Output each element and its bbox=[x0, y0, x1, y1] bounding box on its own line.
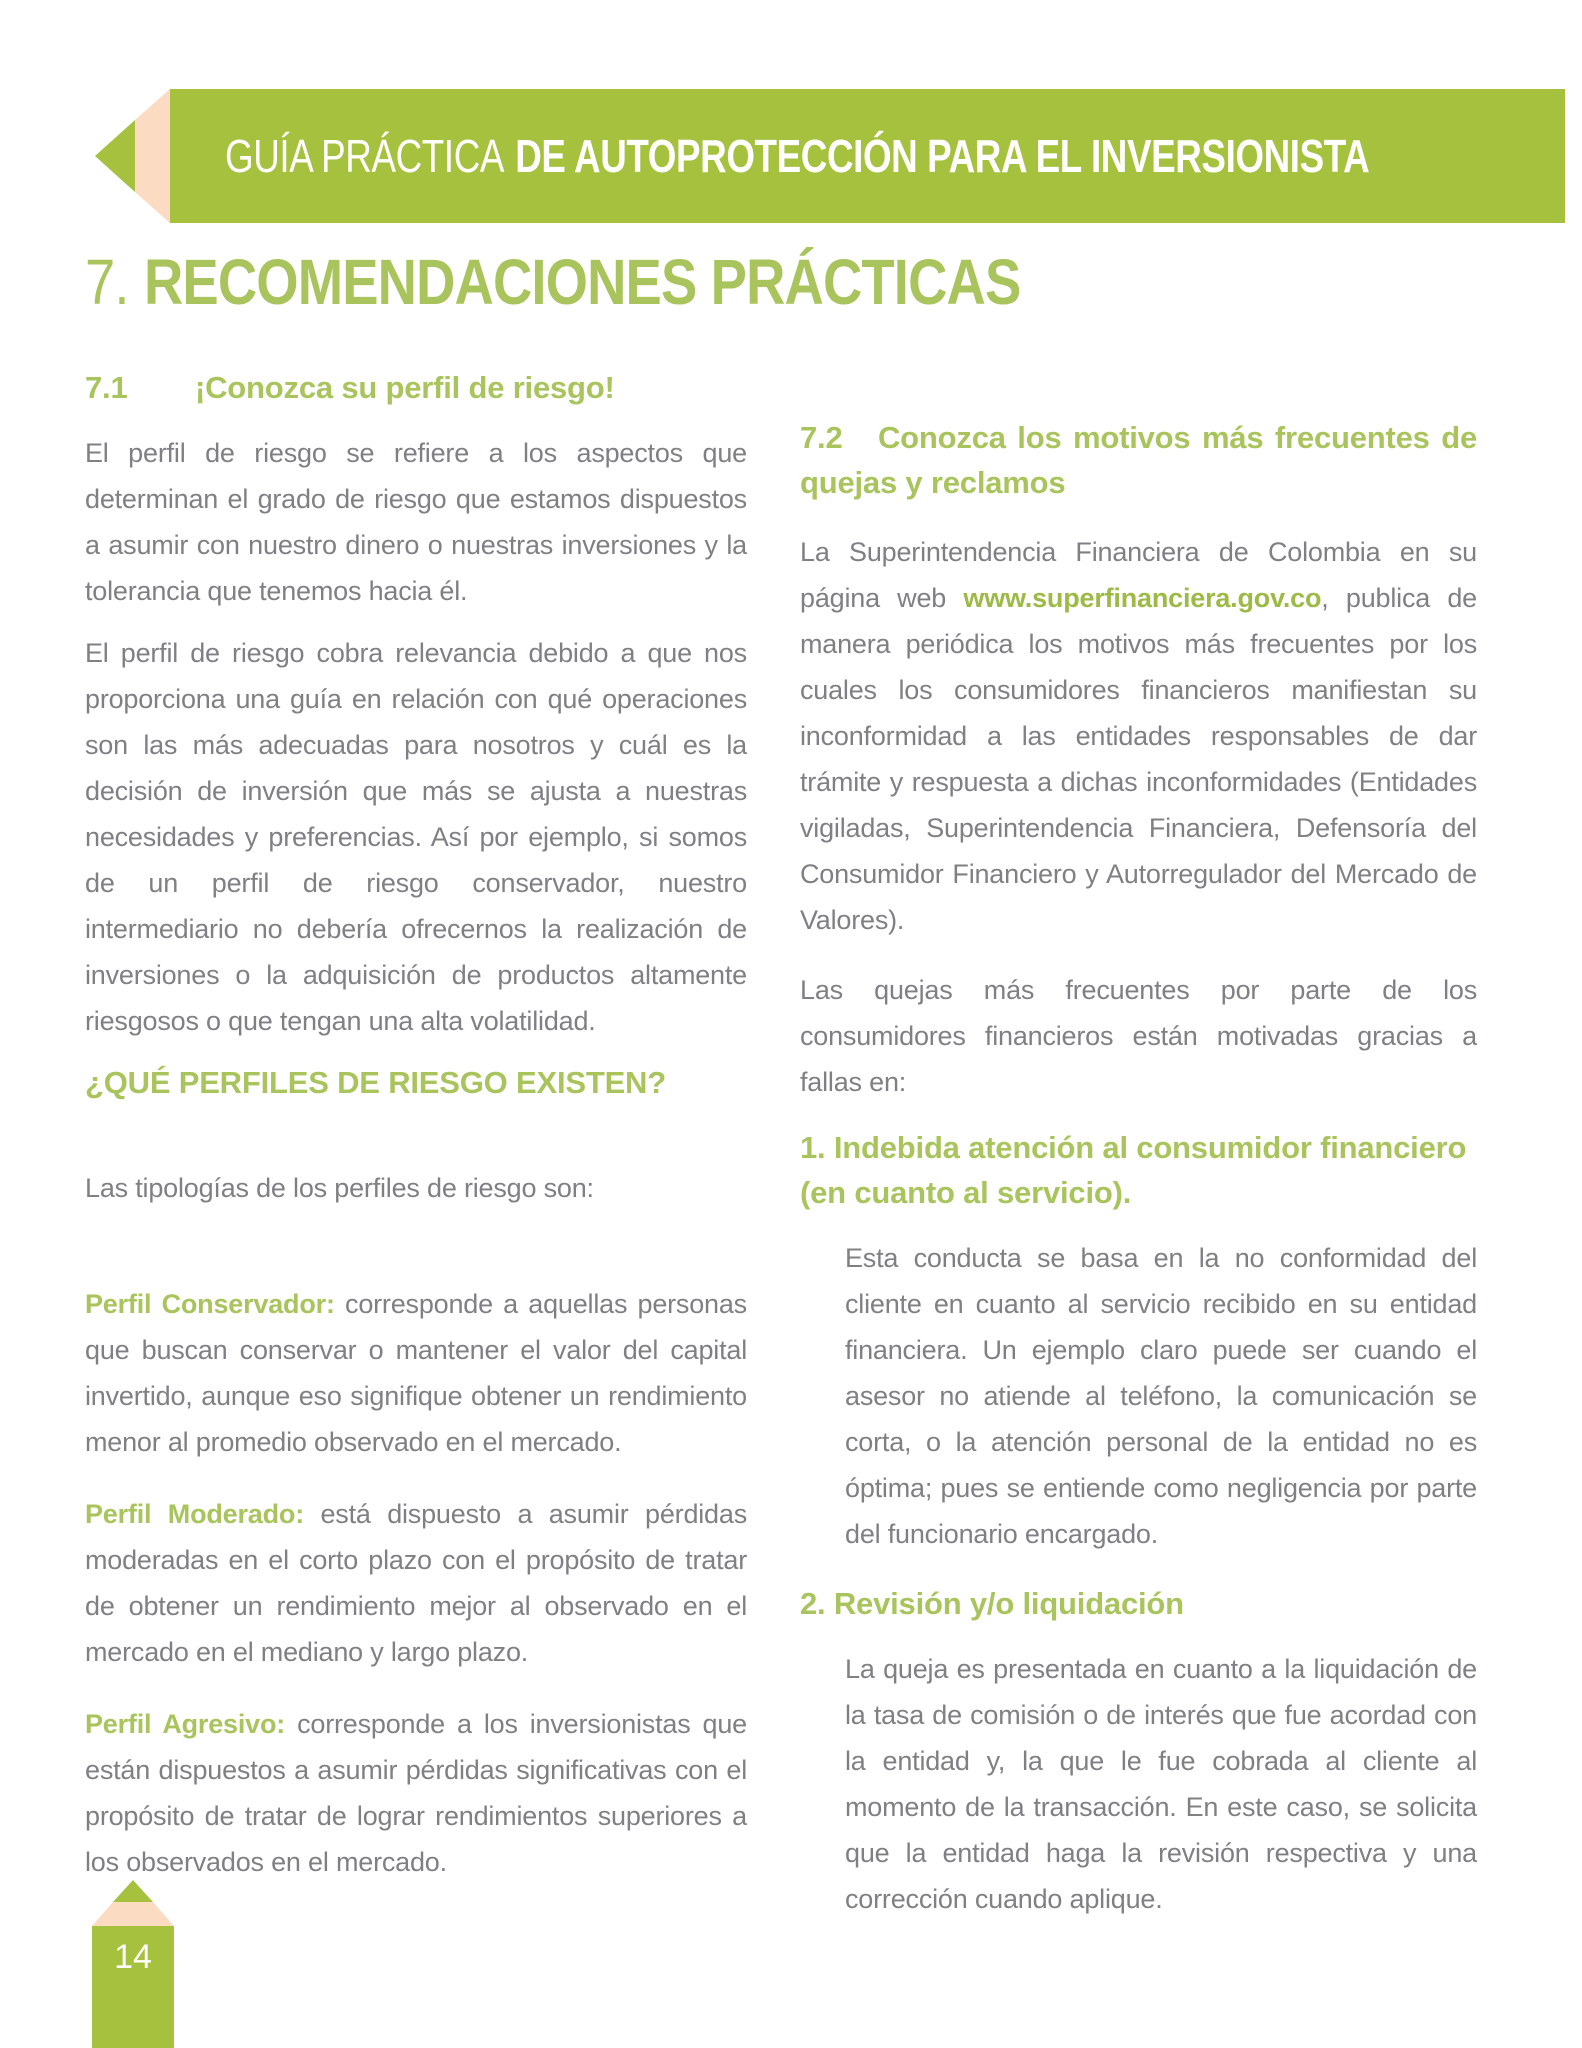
text-perfil-conservador: corresponde a aquellas personas que buscan conservar o mantener el valor del capital invertido, aunque eso signifique obtener un rendimiento menor al promedio observado en el mercado. bbox=[85, 1289, 747, 1457]
heading-7-1 bbox=[85, 365, 747, 410]
heading-7-2-number: 7.2 bbox=[800, 420, 843, 455]
header-title bbox=[225, 89, 1369, 223]
paragraph-risk-profile-relevance: El perfil de riesgo cobra relevancia debido a que nos proporciona una guía en relación con qué operaciones son las más adecuadas para nosotros y cuál es la decisión de inversión que más se ajusta a nuestras necesidades y preferencias. Así por ejemplo, si somos de un perfil de riesgo conservador, nuestro intermediario no debería ofrecernos la realización de inversiones o la adquisición de productos altamente riesgosos o que tengan una alta volatilidad. bbox=[85, 638, 747, 1036]
pencil-tip-icon bbox=[95, 89, 170, 223]
paragraph-item-2: La queja es presentada en cuanto a la liquidación de la tasa de comisión o de interés que fue acordad con la entidad y, la que le fue cobrada al cliente al momento de la transacción. En este caso, se solicita que la entidad haga la revisión respectiva y una corrección cuando aplique. bbox=[845, 1654, 1477, 1914]
paragraph-typologies-intro: Las tipologías de los perfiles de riesgo son: bbox=[85, 1173, 594, 1203]
heading-7-1-number: 7.1 bbox=[85, 370, 128, 405]
section-number: 7. bbox=[85, 246, 129, 318]
paragraph-item-1: Esta conducta se basa en la no conformidad del cliente en cuanto al servicio recibido en su entidad financiera. Un ejemplo claro puede ser cuando el asesor no atiende al teléfono, la comunicación se corta, o la atención personal de la entidad no es óptima; pues se entiende como negligencia por parte del funcionario encargado. bbox=[845, 1243, 1477, 1549]
label-perfil-moderado: Perfil Moderado: bbox=[85, 1499, 304, 1529]
paragraph-quejas-frecuentes: Las quejas más frecuentes por parte de los consumidores financieros están motivadas gracias a fallas en: bbox=[800, 975, 1477, 1097]
right-column bbox=[800, 415, 1477, 1922]
label-perfil-conservador: Perfil Conservador: bbox=[85, 1289, 335, 1319]
text-perfil-moderado: está dispuesto a asumir pérdidas moderadas en el corto plazo con el propósito de tratar de obtener un rendimiento mejor al observado en el mercado en el mediano y largo plazo. bbox=[85, 1499, 747, 1667]
section-title bbox=[85, 246, 1021, 318]
label-perfil-agresivo: Perfil Agresivo: bbox=[85, 1709, 286, 1739]
paragraph-profile-conservador bbox=[85, 1281, 747, 1465]
heading-7-2-text: Conozca los motivos más frecuentes de quejas y reclamos bbox=[800, 420, 1477, 500]
heading-7-1-text: ¡Conozca su perfil de riesgo! bbox=[195, 370, 615, 405]
paragraph-risk-profile-intro: El perfil de riesgo se refiere a los aspectos que determinan el grado de riesgo que estamos dispuestos a asumir con nuestro dinero o nuestras inversiones y la tolerancia que tenemos hacia él. bbox=[85, 438, 747, 606]
paragraph-superfinanciera-pre: La Superintendencia Financiera de Colombia en su página web bbox=[800, 537, 1477, 613]
paragraph-profile-moderado bbox=[85, 1491, 747, 1675]
page-number: 14 bbox=[114, 1938, 152, 1976]
paragraph-superfinanciera-post: , publica de manera periódica los motivos más frecuentes por los cuales los consumidores financieros manifiestan su inconformidad a las entidades responsables de dar trámite y respuesta a dichas inconformidades (Entidades vigiladas, Superintendencia Financiera, Defensoría del Consumidor Financiero y Autorregulador del Mercado de Valores). bbox=[800, 583, 1477, 935]
left-column bbox=[85, 365, 747, 1885]
header-title-bold: DE AUTOPROTECCIÓN PARA EL INVERSIONISTA bbox=[515, 130, 1370, 182]
text-perfil-agresivo: corresponde a los inversionistas que están dispuestos a asumir pérdidas significativas con el propósito de tratar de lograr rendimientos superiores a los observados en el mercado. bbox=[85, 1709, 747, 1877]
subheading-risk-profiles: ¿QUÉ PERFILES DE RIESGO EXISTEN? bbox=[85, 1065, 666, 1100]
heading-item-1: 1. Indebida atención al consumidor financiero (en cuanto al servicio). bbox=[800, 1130, 1467, 1210]
section-title-text: RECOMENDACIONES PRÁCTICAS bbox=[143, 246, 1021, 318]
heading-item-2: 2. Revisión y/o liquidación bbox=[800, 1586, 1184, 1621]
paragraph-profile-agresivo bbox=[85, 1701, 747, 1885]
paragraph-superfinanciera bbox=[800, 529, 1477, 943]
heading-7-2 bbox=[800, 415, 1477, 505]
header-title-light: GUÍA PRÁCTICA bbox=[225, 130, 505, 182]
superfinanciera-link[interactable]: www.superfinanciera.gov.co bbox=[963, 583, 1322, 613]
